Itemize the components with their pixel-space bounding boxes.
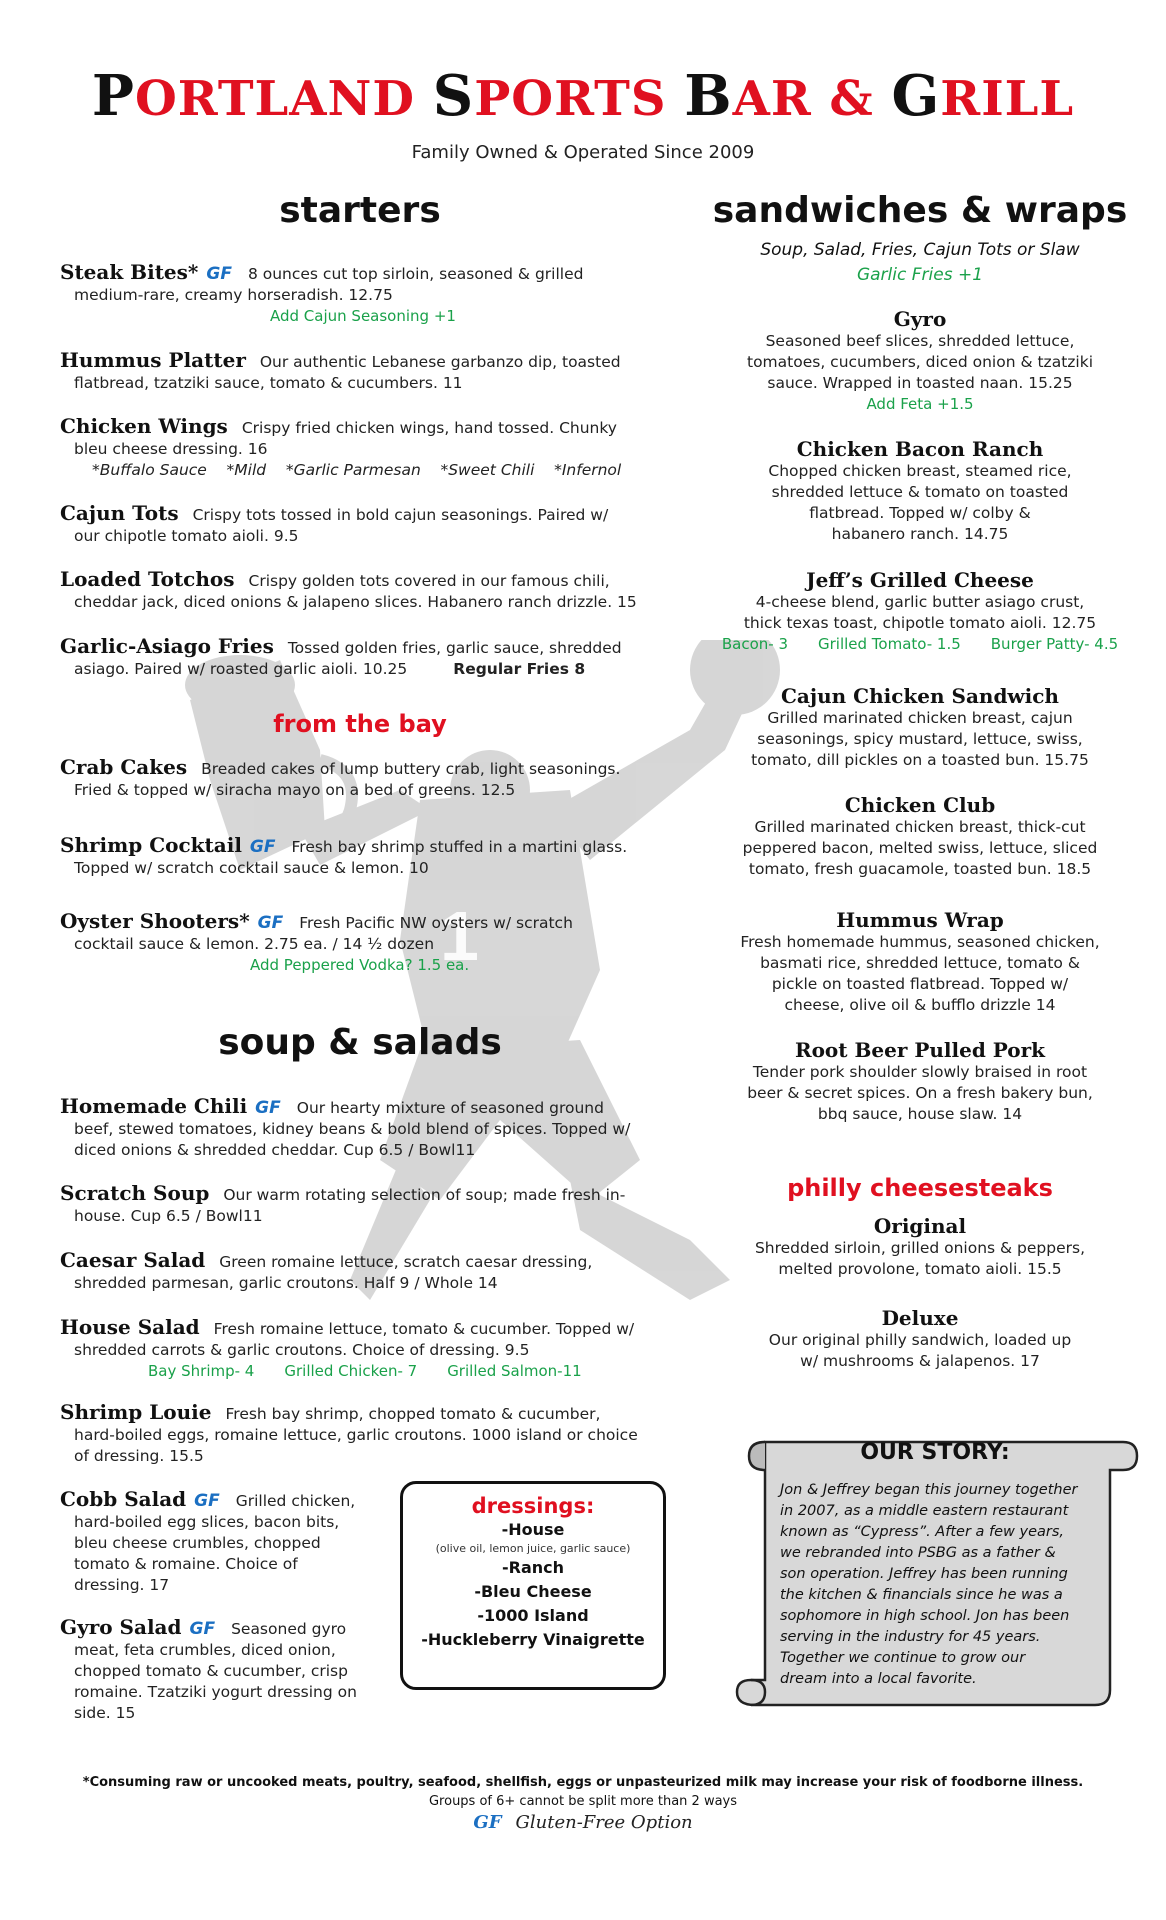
item-desc: bleu cheese crumbles, chopped (74, 1534, 321, 1552)
title-letter-g: G (891, 63, 941, 129)
menu-item (705, 684, 1135, 771)
item-desc: meat, feta crumbles, diced onion, (74, 1641, 336, 1659)
menu-item (60, 1617, 390, 1724)
item-desc: peppered bacon, melted swiss, lettuce, sliced (742, 839, 1098, 857)
menu-item (60, 1489, 390, 1596)
dressing-option: -Bleu Cheese (474, 1582, 592, 1601)
item-desc: 8 ounces cut top sirloin, seasoned & grilled (247, 265, 584, 283)
item-desc: Topped w/ scratch cocktail sauce & lemon. 10 (74, 859, 429, 877)
food-safety-warning: *Consuming raw or uncooked meats, poultry, seafood, shellfish, eggs or unpasteurized milk may increase your risk of foodborne illness. (82, 1775, 1084, 1790)
item-name: Shrimp Cocktail (60, 833, 242, 857)
item-desc: pickle on toasted flatbread. Topped w/ (771, 975, 1069, 993)
title-part: PORTS (474, 71, 685, 127)
item-desc: bleu cheese dressing. 16 (74, 440, 268, 458)
addon-burger-patty: Burger Patty- 4.5 (990, 635, 1119, 653)
menu-item (60, 757, 670, 801)
item-name: Chicken Bacon Ranch (796, 437, 1044, 461)
item-name: Deluxe (881, 1306, 959, 1330)
menu-item (60, 1250, 680, 1294)
item-name: Gyro (893, 307, 947, 331)
item-name: Gyro Salad (60, 1615, 182, 1639)
item-desc: Crispy fried chicken wings, hand tossed. Chunky (241, 419, 617, 437)
item-addon: Add Feta +1.5 (866, 395, 974, 413)
gf-badge: GF (257, 913, 284, 933)
section-heading-starters: starters (279, 190, 441, 231)
item-desc: asiago. Paired w/ roasted garlic aioli. 10.25 (74, 660, 408, 678)
item-desc: side. 15 (74, 1704, 136, 1722)
gf-badge: GF (473, 1812, 502, 1833)
item-desc: cocktail sauce & lemon. 2.75 ea. / 14 ½ dozen (74, 935, 435, 953)
gf-badge: GF (255, 1098, 281, 1118)
item-name: Shrimp Louie (60, 1400, 212, 1424)
menu-item (60, 1317, 680, 1382)
section-heading-sandwiches: sandwiches & wraps (712, 190, 1128, 231)
item-desc: bbq sauce, house slaw. 14 (817, 1105, 1023, 1123)
dressing-note: (olive oil, lemon juice, garlic sauce) (435, 1542, 631, 1555)
item-name: Cajun Chicken Sandwich (781, 684, 1059, 708)
item-desc: cheese, olive oil & bufflo drizzle 14 (784, 996, 1056, 1014)
section-heading-philly: philly cheesesteaks (787, 1174, 1053, 1202)
addon-bacon: Bacon- 3 (721, 635, 788, 653)
item-desc: Crispy tots tossed in bold cajun seasonings. Paired w/ (192, 506, 609, 524)
addon-grilled-tomato: Grilled Tomato- 1.5 (817, 635, 961, 653)
addon-grilled-chicken: Grilled Chicken- 7 (284, 1362, 418, 1380)
gf-badge: GF (249, 837, 276, 857)
item-desc: diced onions & shredded cheddar. Cup 6.5 / Bowl11 (74, 1141, 476, 1159)
item-desc: tomatoes, cucumbers, diced onion & tzatziki (747, 353, 1093, 371)
dressing-option: -Ranch (501, 1558, 565, 1577)
item-name: Homemade Chili (60, 1094, 248, 1118)
item-name: Original (873, 1214, 967, 1238)
item-desc: house. Cup 6.5 / Bowl11 (74, 1207, 263, 1225)
regular-fries-price: Regular Fries 8 (453, 660, 586, 678)
subtitle: Family Owned & Operated Since 2009 (411, 142, 755, 163)
menu-item (705, 437, 1135, 545)
item-desc: Chopped chicken breast, steamed rice, (768, 462, 1072, 480)
item-desc: of dressing. 15.5 (74, 1447, 204, 1465)
item-name: Chicken Wings (60, 414, 228, 438)
item-desc: thick texas toast, chipotle tomato aioli. 12.75 (743, 614, 1097, 632)
item-name: Loaded Totchos (60, 567, 235, 591)
item-name: Steak Bites* (60, 260, 199, 284)
item-name: House Salad (60, 1315, 200, 1339)
item-desc: Grilled marinated chicken breast, cajun (767, 709, 1073, 727)
item-desc: Grilled chicken, (235, 1492, 356, 1510)
menu-item (60, 1402, 680, 1467)
group-policy: Groups of 6+ cannot be split more than 2 ways (428, 1794, 738, 1809)
item-desc: habanero ranch. 14.75 (831, 525, 1009, 543)
item-desc: tomato, fresh guacamole, toasted bun. 18.5 (748, 860, 1092, 878)
item-name: Hummus Platter (60, 348, 246, 372)
item-desc: shredded parmesan, garlic croutons. Half 9 / Whole 14 (74, 1274, 498, 1292)
title-part: AR & (732, 71, 892, 127)
item-name: Root Beer Pulled Pork (794, 1038, 1046, 1062)
item-desc: beef, stewed tomatoes, kidney beans & bold blend of spices. Topped w/ (74, 1120, 631, 1138)
item-desc: romaine. Tzatziki yogurt dressing on (74, 1683, 357, 1701)
menu-item (60, 911, 670, 976)
menu-item (60, 350, 670, 394)
gf-legend (0, 1812, 1166, 1833)
item-desc: medium-rare, creamy horseradish. 12.75 (74, 286, 393, 304)
item-desc: dressing. 17 (74, 1576, 170, 1594)
title-part: RILL (940, 71, 1075, 127)
item-addon: Add Cajun Seasoning +1 (270, 307, 456, 325)
item-desc: Tender pork shoulder slowly braised in root (752, 1063, 1088, 1081)
item-desc: Grilled marinated chicken breast, thick-cut (754, 818, 1086, 836)
menu-item (60, 262, 670, 327)
item-desc: Fresh bay shrimp stuffed in a martini glass. (291, 838, 628, 856)
item-desc: hard-boiled egg slices, bacon bits, (74, 1513, 340, 1531)
item-name: Jeff’s Grilled Cheese (806, 568, 1034, 592)
item-desc: 4-cheese blend, garlic butter asiago crust, (755, 593, 1085, 611)
item-desc: basmati rice, shredded lettuce, tomato & (760, 954, 1080, 972)
item-desc: Fresh romaine lettuce, tomato & cucumber. Topped w/ (213, 1320, 635, 1338)
menu-item (60, 1096, 680, 1161)
restaurant-title (0, 63, 1166, 129)
dressings-title: dressings: (471, 1494, 595, 1518)
gf-badge: GF (194, 1491, 220, 1511)
item-desc: beer & secret spices. On a fresh bakery bun, (747, 1084, 1093, 1102)
item-desc: tomato, dill pickles on a toasted bun. 15.75 (751, 751, 1089, 769)
item-name: Hummus Wrap (836, 908, 1004, 932)
item-desc: Our authentic Lebanese garbanzo dip, toasted (259, 353, 621, 371)
item-desc: our chipotle tomato aioli. 9.5 (74, 527, 299, 545)
item-desc: Our hearty mixture of seasoned ground (296, 1099, 604, 1117)
menu-item (60, 1183, 680, 1227)
sauce-options: *Buffalo Sauce *Mild *Garlic Parmesan *Sweet Chili *Infernol (92, 461, 622, 479)
menu-item (60, 569, 670, 613)
item-name: Crab Cakes (60, 755, 188, 779)
item-desc: w/ mushrooms & jalapenos. 17 (800, 1352, 1040, 1370)
item-desc: Tossed golden fries, garlic sauce, shredded (287, 639, 622, 657)
gf-legend-text: Gluten-Free Option (515, 1812, 693, 1833)
title-letter-p: P (91, 63, 135, 129)
menu-item (705, 1214, 1135, 1280)
menu-item (705, 307, 1135, 415)
item-desc: Our original philly sandwich, loaded up (768, 1331, 1072, 1349)
item-name: Scratch Soup (60, 1181, 210, 1205)
item-desc: flatbread. Topped w/ colby & (809, 504, 1031, 522)
menu-item (60, 835, 670, 879)
item-desc: chopped tomato & cucumber, crisp (74, 1662, 348, 1680)
menu-item (60, 416, 670, 481)
addon-bay-shrimp: Bay Shrimp- 4 (148, 1362, 255, 1380)
item-name: Chicken Club (844, 793, 996, 817)
item-desc: Seasoned gyro (231, 1620, 347, 1638)
item-desc: tomato & romaine. Choice of (74, 1555, 298, 1573)
sandwiches-addon: Garlic Fries +1 (856, 265, 984, 285)
item-desc: Fresh bay shrimp, chopped tomato & cucumber, (225, 1405, 601, 1423)
addon-grilled-salmon: Grilled Salmon-11 (447, 1362, 582, 1380)
item-name: Oyster Shooters* (60, 909, 250, 933)
title-part: ORTLAND (134, 71, 433, 127)
menu-item (705, 908, 1135, 1016)
menu-item (60, 503, 670, 547)
item-desc: seasonings, spicy mustard, lettuce, swiss, (757, 730, 1083, 748)
section-heading-from-the-bay: from the bay (273, 710, 447, 738)
title-letter-b: B (684, 63, 733, 129)
item-desc: shredded carrots & garlic croutons. Choice of dressing. 9.5 (74, 1341, 530, 1359)
item-desc: cheddar jack, diced onions & jalapeno slices. Habanero ranch drizzle. 15 (74, 593, 637, 611)
item-name: Garlic-Asiago Fries (60, 634, 274, 658)
gf-badge: GF (206, 264, 232, 284)
dressings-box (400, 1481, 666, 1690)
item-desc: Seasoned beef slices, shredded lettuce, (765, 332, 1075, 350)
item-desc: Breaded cakes of lump buttery crab, light seasonings. (201, 760, 621, 778)
item-desc: sauce. Wrapped in toasted naan. 15.25 (767, 374, 1073, 392)
dressing-option: -House (501, 1520, 565, 1539)
story-text: Jon & Jeffrey began this journey together in 2007, as a middle eastern restaurant known as “Cypress”. After a few years, we rebranded into PSBG as a father & son operation. Jeffrey has been running the kitchen & financials since he was a sophomore in high school. Jon has been serving in the industry for 45 years. Together we continue to grow our dream into a local favorite. (780, 1482, 1078, 1687)
menu-item (705, 1306, 1135, 1372)
item-name: Cajun Tots (60, 501, 179, 525)
item-name: Cobb Salad (60, 1487, 187, 1511)
section-heading-soup-salads: soup & salads (218, 1022, 502, 1063)
item-desc: Fried & topped w/ siracha mayo on a bed of greens. 12.5 (74, 781, 516, 799)
svg-text:1: 1 (440, 897, 479, 975)
dressing-option: -Huckleberry Vinaigrette (421, 1630, 645, 1649)
item-desc: Crispy golden tots covered in our famous chili, (248, 572, 610, 590)
dressing-option: -1000 Island (477, 1606, 589, 1625)
item-desc: Shredded sirloin, grilled onions & peppers, (754, 1239, 1086, 1257)
item-addon: Add Peppered Vodka? 1.5 ea. (250, 956, 470, 974)
sandwiches-sides: Soup, Salad, Fries, Cajun Tots or Slaw (760, 240, 1080, 260)
item-desc: Green romaine lettuce, scratch caesar dressing, (219, 1253, 593, 1271)
item-desc: Our warm rotating selection of soup; made fresh in- (223, 1186, 626, 1204)
menu-item (705, 793, 1135, 880)
item-desc: melted provolone, tomato aioli. 15.5 (778, 1260, 1062, 1278)
item-desc: shredded lettuce & tomato on toasted (771, 483, 1069, 501)
story-title: OUR STORY: (860, 1440, 1010, 1465)
title-letter-s: S (432, 63, 475, 129)
menu-item (705, 568, 1135, 655)
gf-badge: GF (189, 1619, 216, 1639)
menu-item (60, 636, 670, 680)
menu-item (705, 1038, 1135, 1125)
item-desc: flatbread, tzatziki sauce, tomato & cucumbers. 11 (74, 374, 463, 392)
item-name: Caesar Salad (60, 1248, 206, 1272)
item-desc: Fresh homemade hummus, seasoned chicken, (740, 933, 1100, 951)
item-desc: Fresh Pacific NW oysters w/ scratch (299, 914, 573, 932)
item-desc: hard-boiled eggs, romaine lettuce, garlic croutons. 1000 island or choice (74, 1426, 638, 1444)
